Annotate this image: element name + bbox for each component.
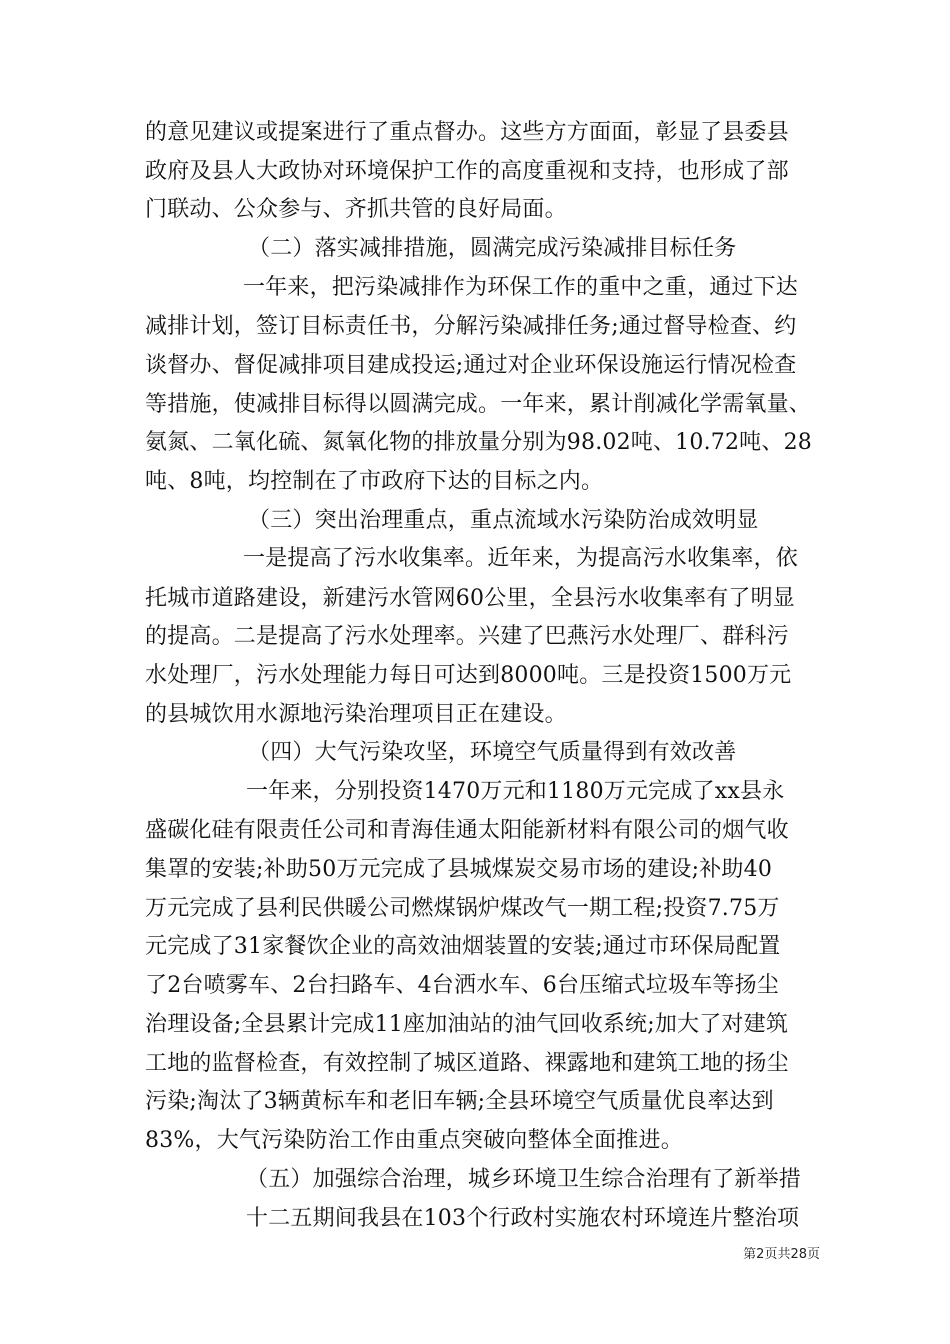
text-line: 等措施，使减排目标得以圆满完成。一年来，累计削减化学需氧量、 bbox=[145, 392, 812, 417]
text-line: 污染;淘汰了3辆黄标车和老旧车辆;全县环境空气质量优良率达到 bbox=[145, 1089, 774, 1114]
text-line: 氨氮、二氧化硫、氮氧化物的排放量分别为98.02吨、10.72吨、28 bbox=[145, 430, 812, 455]
section-heading-2: （二）落实减排措施，圆满完成污染减排目标任务 bbox=[248, 236, 737, 261]
text-line: 十二五期间我县在103个行政村实施农村环境连片整治项 bbox=[246, 1206, 800, 1231]
text-line: 吨、8吨，均控制在了市政府下达的目标之内。 bbox=[145, 469, 604, 494]
section-heading-3: （三）突出治理重点，重点流域水污染防治成效明显 bbox=[248, 508, 759, 533]
text-line: 一是提高了污水收集率。近年来，为提高污水收集率，依 bbox=[243, 546, 799, 571]
text-line: 一年来，把污染减排作为环保工作的重中之重，通过下达 bbox=[243, 275, 799, 300]
text-line: 盛碳化硅有限责任公司和青海佳通太阳能新材料有限公司的烟气收 bbox=[145, 818, 789, 843]
text-line: 政府及县人大政协对环境保护工作的高度重视和支持，也形成了部 bbox=[145, 159, 789, 184]
text-line: 了2台喷雾车、2台扫路车、4台洒水车、6台压缩式垃圾车等扬尘 bbox=[145, 973, 779, 998]
text-line: 治理设备;全县累计完成11座加油站的油气回收系统;加大了对建筑 bbox=[145, 1012, 789, 1037]
text-line: 工地的监督检查，有效控制了城区道路、裸露地和建筑工地的扬尘 bbox=[145, 1051, 789, 1076]
text-line: 减排计划，签订目标责任书，分解污染减排任务;通过督导检查、约 bbox=[145, 314, 797, 339]
text-line: 的意见建议或提案进行了重点督办。这些方方面面，彰显了县委县 bbox=[145, 120, 789, 145]
text-line: 门联动、公众参与、齐抓共管的良好局面。 bbox=[145, 197, 567, 222]
page-number: 第2页共28页 bbox=[743, 1247, 820, 1262]
text-line: 83%，大气污染防治工作由重点突破向整体全面推进。 bbox=[145, 1128, 683, 1153]
text-line: 托城市道路建设，新建污水管网60公里，全县污水收集率有了明显 bbox=[145, 586, 795, 611]
text-line: 的县城饮用水源地污染治理项目正在建设。 bbox=[145, 702, 567, 727]
text-line: 一年来，分别投资1470万元和1180万元完成了xx县永 bbox=[246, 779, 785, 804]
text-line: 谈督办、督促减排项目建成投运;通过对企业环保设施运行情况检查 bbox=[145, 353, 797, 378]
text-line: 的提高。二是提高了污水处理率。兴建了巴燕污水处理厂、群科污 bbox=[145, 624, 789, 649]
text-line: 水处理厂，污水处理能力每日可达到8000吨。三是投资1500万元 bbox=[145, 663, 792, 688]
text-line: 集罩的安装;补助50万元完成了县城煤炭交易市场的建设;补助40 bbox=[145, 857, 773, 882]
text-line: 万元完成了县利民供暖公司燃煤锅炉煤改气一期工程;投资7.75万 bbox=[145, 896, 780, 921]
section-heading-4: （四）大气污染攻坚，环境空气质量得到有效改善 bbox=[248, 740, 737, 765]
text-line: 元完成了31家餐饮企业的高效油烟装置的安装;通过市环保局配置 bbox=[145, 934, 781, 959]
section-heading-5: （五）加强综合治理，城乡环境卫生综合治理有了新举措 bbox=[246, 1167, 802, 1192]
